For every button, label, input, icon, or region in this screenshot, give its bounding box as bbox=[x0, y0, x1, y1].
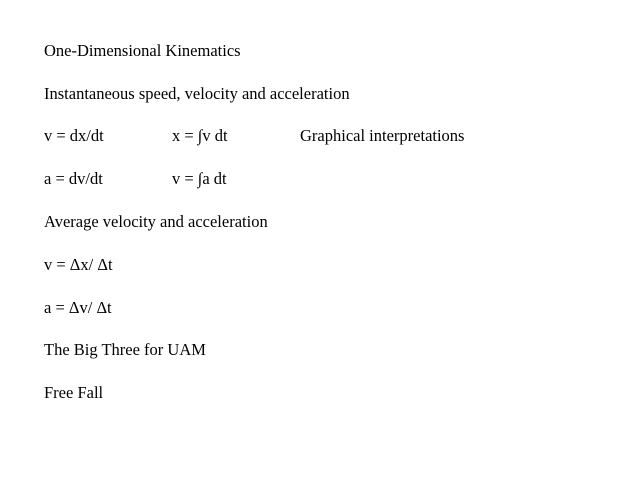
big-three-heading: The Big Three for UAM bbox=[44, 340, 206, 359]
graphical-interpretations-note: Graphical interpretations bbox=[300, 126, 465, 145]
free-fall-heading: Free Fall bbox=[44, 383, 104, 402]
average-heading: Average velocity and acceleration bbox=[44, 212, 268, 231]
slide-title: One-Dimensional Kinematics bbox=[44, 41, 241, 60]
equation-average-acceleration: a = Δv/ Δt bbox=[44, 298, 112, 317]
equation-acceleration-derivative: a = dv/dt bbox=[44, 169, 103, 188]
equation-position-integral: x = ∫v dt bbox=[172, 126, 228, 145]
equation-velocity-derivative: v = dx/dt bbox=[44, 126, 104, 145]
equation-velocity-integral: v = ∫a dt bbox=[172, 169, 227, 188]
equation-average-velocity: v = Δx/ Δt bbox=[44, 255, 113, 274]
instantaneous-heading: Instantaneous speed, velocity and acceleration bbox=[44, 84, 350, 103]
